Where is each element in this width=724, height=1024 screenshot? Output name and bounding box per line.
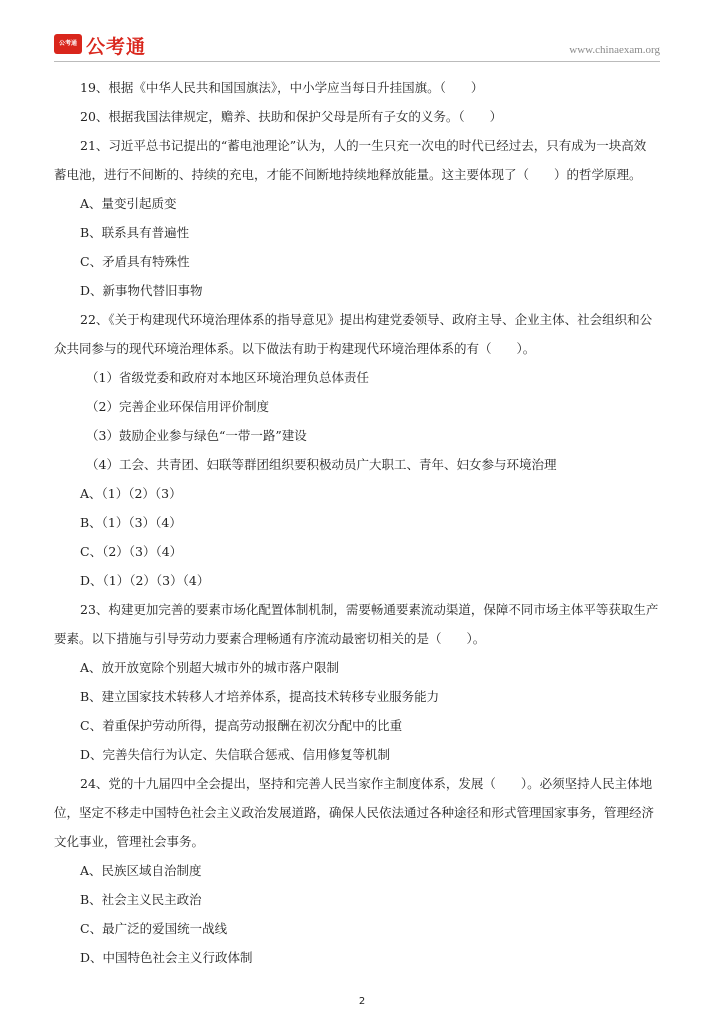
statement-22-1: （1）省级党委和政府对本地区环境治理负总体责任 — [86, 370, 369, 385]
option-24-c: C、最广泛的爱国统一战线 — [80, 921, 228, 936]
question-19: 19、根据《中华人民共和国国旗法》，中小学应当每日升挂国旗。（ ） — [80, 80, 484, 95]
document-body — [54, 73, 674, 972]
option-24-a: A、民族区域自治制度 — [80, 863, 202, 878]
statement-22-3: （3）鼓励企业参与绿色“一带一路”建设 — [86, 428, 307, 443]
option-21-c: C、矛盾具有特殊性 — [80, 254, 190, 269]
option-23-d: D、完善失信行为认定、失信联合惩戒、信用修复等机制 — [80, 747, 391, 762]
question-22-stem: 22、《关于构建现代环境治理体系的指导意见》提出构建党委领导、政府主导、企业主体、社会组织和公 — [80, 312, 653, 327]
option-21-d: D、新事物代替旧事物 — [80, 283, 203, 298]
site-url: www.chinaexam.org — [569, 44, 660, 56]
statement-22-2: （2）完善企业环保信用评价制度 — [86, 399, 269, 414]
option-22-d: D、（1）（2）（3）（4） — [80, 573, 210, 588]
header-divider — [54, 61, 660, 62]
question-24-stem-cont-1: 位，坚定不移走中国特色社会主义政治发展道路，确保人民依法通过各种途径和形式管理国家事务，管理经济 — [54, 805, 655, 820]
question-21-stem: 21、习近平总书记提出的“蓄电池理论”认为，人的一生只充一次电的时代已经过去，只有成为一块高效 — [80, 138, 647, 153]
question-24-stem: 24、党的十九届四中全会提出，坚持和完善人民当家作主制度体系，发展（ ）。必须坚持人民主体地 — [80, 776, 653, 791]
page-number: 2 — [358, 996, 366, 1007]
option-24-d: D、中国特色社会主义行政体制 — [80, 950, 253, 965]
question-24-stem-cont-2: 文化事业，管理社会事务。 — [54, 834, 205, 849]
question-23-stem-cont: 要素。以下措施与引导劳动力要素合理畅通有序流动最密切相关的是（ ）。 — [54, 631, 486, 646]
option-21-a: A、量变引起质变 — [80, 196, 177, 211]
question-23-stem: 23、构建更加完善的要素市场化配置体制机制，需要畅通要素流动渠道，保障不同市场主体平等获取生产 — [80, 602, 659, 617]
question-22-stem-cont: 众共同参与的现代环境治理体系。以下做法有助于构建现代环境治理体系的有（ ）。 — [54, 341, 536, 356]
page-header — [0, 0, 724, 62]
option-21-b: B、联系具有普遍性 — [80, 225, 190, 240]
brand-logo-text: 公考通 — [86, 36, 147, 58]
brand-logo-badge: 公考通 — [54, 34, 82, 54]
statement-22-4: （4）工会、共青团、妇联等群团组织要积极动员广大职工、青年、妇女参与环境治理 — [86, 457, 557, 472]
option-22-c: C、（2）（3）（4） — [80, 544, 183, 559]
question-20: 20、根据我国法律规定，赡养、扶助和保护父母是所有子女的义务。（ ） — [80, 109, 503, 124]
question-21-stem-cont: 蓄电池，进行不间断的、持续的充电，才能不间断地持续地释放能量。这主要体现了（ ）的哲学原理。 — [54, 167, 642, 182]
option-23-c: C、着重保护劳动所得，提高劳动报酬在初次分配中的比重 — [80, 718, 403, 733]
option-23-a: A、放开放宽除个别超大城市外的城市落户限制 — [80, 660, 340, 675]
option-22-a: A、（1）（2）（3） — [80, 486, 182, 501]
option-24-b: B、社会主义民主政治 — [80, 892, 202, 907]
option-22-b: B、（1）（3）（4） — [80, 515, 182, 530]
option-23-b: B、建立国家技术转移人才培养体系，提高技术转移专业服务能力 — [80, 689, 440, 704]
